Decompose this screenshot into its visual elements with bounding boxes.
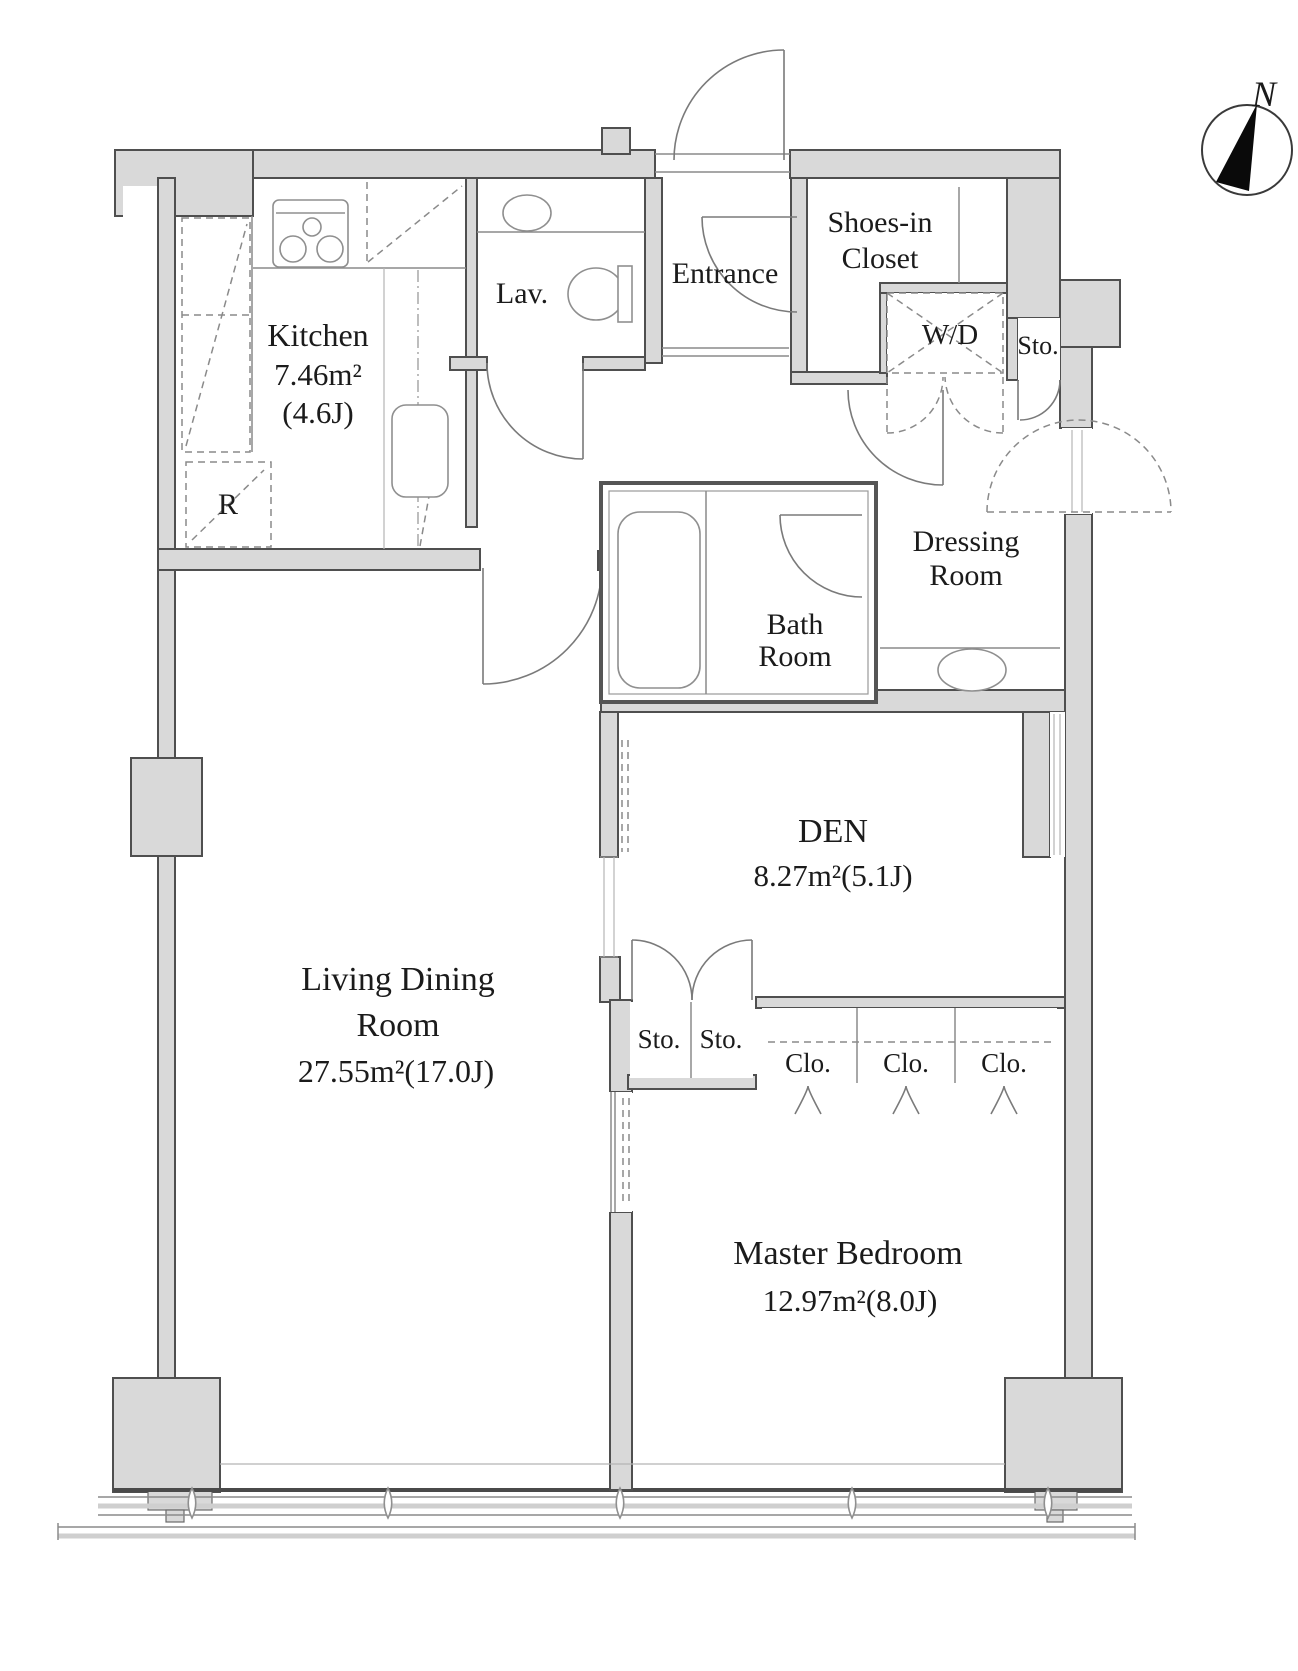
refrigerator-label: R	[217, 488, 239, 521]
stove-icon	[273, 200, 348, 267]
den-pier	[1023, 712, 1050, 857]
kitchen-area: 7.46m²	[274, 357, 362, 392]
window-mullion-1	[188, 1488, 196, 1518]
living-dining-room	[298, 961, 495, 1089]
right-wall-main	[1065, 514, 1092, 1378]
window-mullion-4	[848, 1488, 856, 1518]
lav-door-swing-arc	[487, 363, 583, 459]
storage-door-arc-left	[632, 940, 692, 1000]
storage-door-arc-right	[692, 940, 752, 1000]
service-window-frame	[1062, 428, 1092, 514]
kitchen-lav-wall	[466, 178, 477, 527]
bottom-right-column	[1005, 1378, 1122, 1492]
closet-2-label: Clo.	[883, 1048, 929, 1078]
vanity-sink-icon	[938, 649, 1006, 691]
kitchen-bottom-wall	[158, 549, 480, 570]
toilet-bowl	[568, 268, 624, 320]
window-mullion-3	[616, 1488, 624, 1518]
bath-label-line2: Room	[758, 640, 832, 673]
top-right-block	[1007, 178, 1060, 318]
lavatory-label: Lav.	[495, 277, 549, 310]
entrance-closet-wall	[791, 178, 807, 375]
master-bedroom-room	[608, 1092, 963, 1318]
closet-row	[762, 1008, 1057, 1114]
left-column	[131, 758, 202, 856]
compass-north-label: N	[1251, 74, 1277, 114]
dressing-door	[848, 390, 943, 485]
kitchen-room	[182, 182, 602, 684]
tall-storage-unit	[182, 218, 250, 452]
closet-folding-door-1	[795, 1086, 821, 1114]
closet-row-top-wall	[756, 997, 1065, 1008]
top-left-niche	[123, 186, 158, 218]
dressing-door-swing-arc	[848, 390, 943, 485]
closet-3-label: Clo.	[981, 1048, 1027, 1078]
partition-wall-lower	[610, 1212, 632, 1490]
washer-dryer-bifold-arc-right	[945, 377, 1003, 433]
living-dining-area: 27.55m²(17.0J)	[297, 1053, 495, 1089]
closet-folding-door-3	[991, 1086, 1017, 1114]
den-left-wall-lower	[600, 957, 620, 1002]
lav-entrance-wall	[645, 178, 662, 363]
bath-room	[601, 483, 876, 702]
lav-bottom-wall-right	[583, 357, 645, 370]
closet-bottom-wall	[791, 372, 887, 384]
toilet-icon	[568, 266, 632, 322]
shoes-closet-label-line2: Closet	[841, 242, 919, 275]
window-mullion-2	[384, 1488, 392, 1518]
right-wall-jut	[1060, 280, 1120, 347]
entrance-hall	[662, 217, 797, 356]
front-door-swing-arc	[674, 50, 784, 160]
top-wall-stub	[602, 128, 630, 154]
compass-needle-icon	[1216, 104, 1257, 191]
kitchen-door	[483, 565, 602, 684]
toilet-tank	[618, 266, 632, 322]
storage-right-label: Sto.	[699, 1024, 743, 1054]
hall-storage-door-swing-arc	[1020, 380, 1060, 420]
front-door	[655, 50, 790, 172]
bath-label-line1: Bath	[766, 608, 824, 641]
shoes-closet-label-line1: Shoes-in	[827, 206, 933, 239]
bottom-left-column	[113, 1378, 220, 1492]
kitchen-label: Kitchen	[267, 317, 369, 353]
bottom-left-column-toe	[166, 1510, 184, 1522]
master-bedroom-label: Master Bedroom	[733, 1235, 963, 1272]
north-compass	[1202, 74, 1292, 195]
den-area: 8.27m²(5.1J)	[753, 858, 913, 893]
kitchen-sink-icon	[392, 405, 448, 497]
closet-inner-wall-v	[880, 293, 887, 373]
dressing-label-line2: Room	[929, 559, 1003, 592]
lav-bottom-wall-left	[450, 357, 487, 370]
lavatory-room	[477, 195, 645, 459]
stove-body	[273, 200, 348, 267]
lavatory-door	[487, 363, 583, 459]
kitchen-tatami: (4.6J)	[282, 395, 354, 430]
entrance-label: Entrance	[671, 257, 779, 290]
storage-cabinets	[630, 940, 753, 1078]
kitchen-dashed-diagonal	[368, 186, 462, 262]
den-room	[600, 740, 913, 957]
master-bedroom-area: 12.97m²(8.0J)	[762, 1283, 938, 1318]
closet-inner-wall-h	[880, 283, 1007, 293]
service-window	[987, 420, 1171, 514]
right-wall-upper	[1060, 347, 1092, 428]
den-side-window	[1050, 712, 1065, 857]
washer-dryer-bifold-arc-left	[887, 377, 943, 433]
bathtub-icon	[618, 512, 700, 688]
lav-sink-icon	[503, 195, 551, 231]
refrigerator-space	[186, 462, 271, 547]
window-mullion-5	[1044, 1488, 1052, 1518]
storage-left-wall	[1007, 318, 1018, 380]
dressing-room	[848, 390, 1171, 691]
living-dining-label-line1: Living Dining	[301, 961, 495, 998]
hall-storage-label: Sto.	[1017, 331, 1059, 360]
washer-dryer-label: W/D	[921, 319, 979, 351]
bedroom-sliding-door	[608, 1092, 632, 1212]
kitchen-door-swing-arc	[483, 565, 602, 684]
storage-left-label: Sto.	[637, 1024, 681, 1054]
closet-folding-door-2	[893, 1086, 919, 1114]
washer-dryer-space	[887, 293, 1003, 433]
closet-1-label: Clo.	[785, 1048, 831, 1078]
hall-storage-room	[1017, 318, 1060, 420]
den-left-wall-upper	[600, 712, 618, 857]
den-label: DEN	[798, 813, 868, 850]
dressing-label-line1: Dressing	[912, 525, 1020, 558]
living-dining-label-line2: Room	[356, 1007, 440, 1044]
top-wall-right	[790, 150, 1060, 178]
shoes-closet-room	[828, 187, 960, 283]
